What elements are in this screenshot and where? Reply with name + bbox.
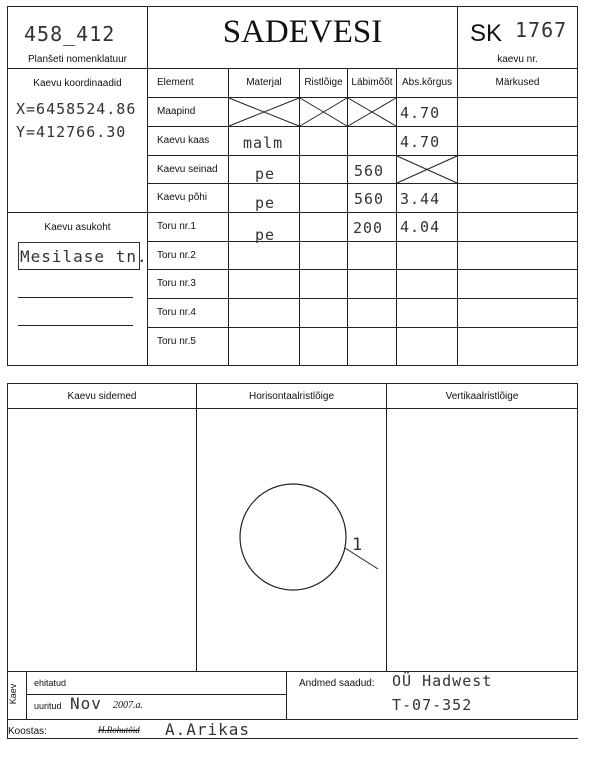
row-diameter: 560	[354, 190, 385, 208]
data-from-value: OÜ Hadwest	[392, 672, 493, 690]
section-vertical: Vertikaalristlõige	[445, 391, 519, 402]
row-element: Kaevu seinad	[157, 164, 218, 175]
coords-label: Kaevu koordinaadid	[33, 78, 122, 89]
row-material: pe	[255, 165, 276, 183]
row-diameter: 560	[354, 162, 385, 180]
row-material: pe	[255, 194, 276, 212]
row-abs: 3.44	[400, 190, 441, 208]
surveyed-year: 2007.a.	[113, 700, 143, 711]
well-label: kaevu nr.	[497, 54, 538, 65]
data-from-label: Andmed saadud:	[299, 678, 375, 689]
kaev-label: Kaev	[8, 683, 18, 705]
compiled-struck: H.Rohutõid	[98, 725, 140, 735]
col-notes: Märkused	[495, 77, 540, 88]
row-element: Toru nr.1	[157, 221, 196, 232]
coord-y: Y=412766.30	[16, 123, 127, 141]
row-abs: 4.70	[400, 133, 441, 151]
row-element: Maapind	[157, 106, 196, 117]
coord-x: X=6458524.86	[16, 100, 137, 118]
location-label: Kaevu asukoht	[44, 222, 111, 233]
built-label: ehitatud	[34, 678, 67, 688]
col-cross: Ristlõige	[304, 77, 343, 88]
row-material: pe	[255, 226, 276, 244]
doc-number: T-07-352	[392, 696, 473, 714]
page-title: SADEVESI	[222, 14, 383, 50]
row-abs: 4.04	[400, 218, 441, 236]
row-element: Toru nr.4	[157, 307, 196, 318]
row-element: Toru nr.5	[157, 336, 196, 347]
col-element: Element	[157, 77, 194, 88]
surveyed-label: uuritud	[34, 701, 62, 711]
plansheet-value: 458_412	[24, 22, 116, 46]
well-prefix: SK	[470, 20, 503, 47]
section-horizontal: Horisontaalristlõige	[248, 391, 335, 402]
row-element: Kaevu põhi	[157, 192, 208, 203]
row-element: Toru nr.3	[157, 278, 196, 289]
compiled-label: Koostas:	[8, 726, 47, 737]
row-abs: 4.70	[400, 104, 441, 122]
row-material: malm	[243, 134, 284, 152]
well-circle	[240, 484, 346, 590]
surveyed-month: Nov	[70, 694, 102, 713]
pipe-mark: 1	[352, 535, 364, 555]
row-diameter: 200	[353, 219, 384, 237]
well-number: 1767	[515, 18, 568, 42]
col-diameter: Läbimõõt	[351, 77, 393, 88]
col-material: Materjal	[246, 77, 282, 88]
section-connections: Kaevu sidemed	[67, 391, 137, 402]
compiled-by: A.Arikas	[165, 720, 251, 739]
plansheet-label: Planšeti nomenklatuur	[28, 54, 127, 65]
col-abs: Abs.kõrgus	[401, 77, 453, 88]
row-element: Toru nr.2	[157, 250, 196, 261]
row-element: Kaevu kaas	[157, 135, 210, 146]
location-value: Mesilase tn.	[20, 247, 148, 266]
